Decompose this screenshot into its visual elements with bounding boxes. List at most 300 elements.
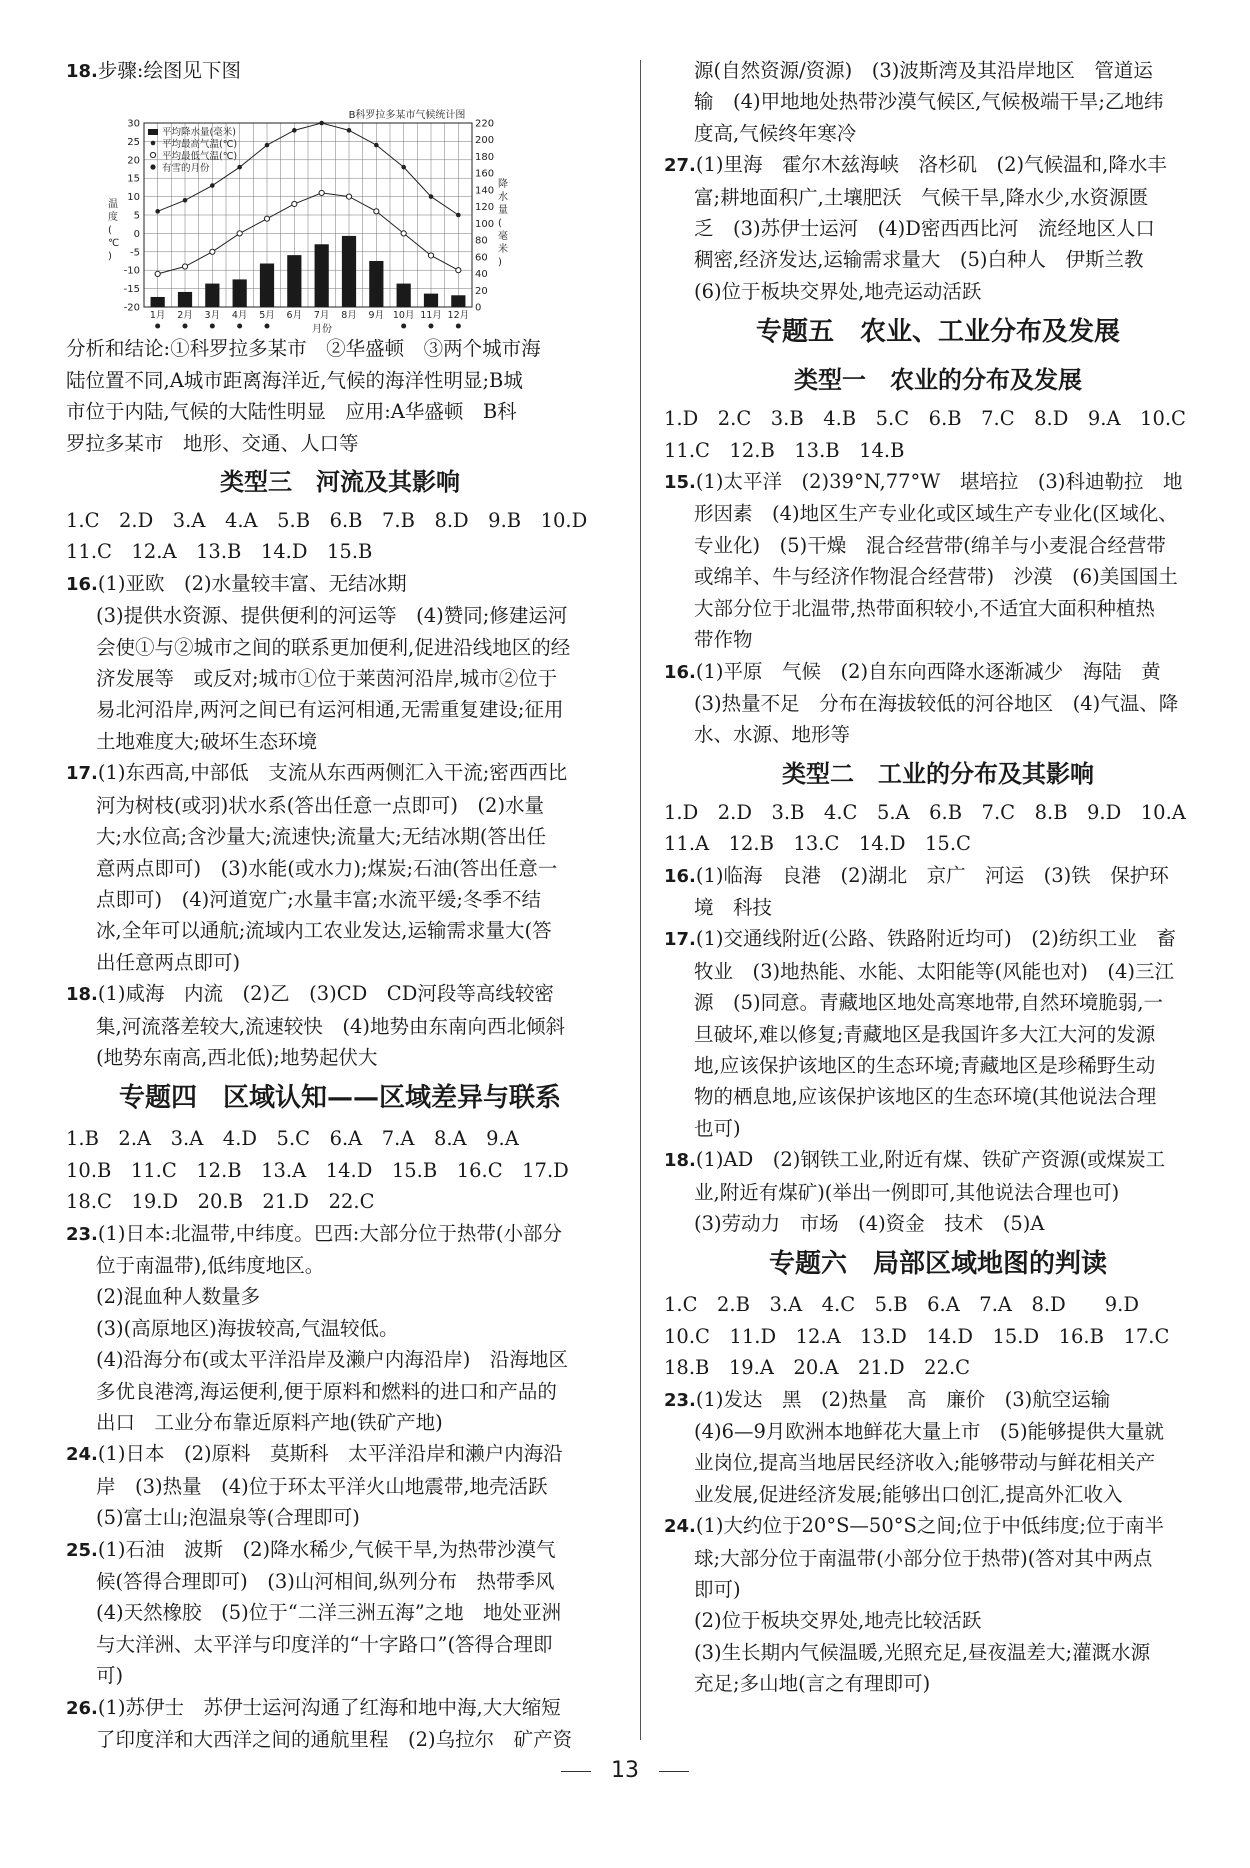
legend-snow-swatch <box>150 165 155 170</box>
answer-text: 步骤:绘图见下图 <box>97 59 241 82</box>
precip-bar <box>260 264 274 307</box>
answer-text: 会使①与②城市之间的联系更加便利,促进沿线地区的经 <box>96 635 571 659</box>
answer-text: 即可) <box>694 1578 741 1602</box>
x-tick-label: 2月 <box>177 310 193 322</box>
section-type-heading: 类型一 农业的分布及发展 <box>794 366 1082 395</box>
answer-line <box>664 498 1212 529</box>
answer-line <box>664 182 1212 213</box>
y-left-tick-label: 30 <box>127 118 140 130</box>
answer-text: 度高,气候终年寒冷 <box>694 121 857 145</box>
answer-line <box>664 1543 1212 1574</box>
answer-text: 形因素 (4)地区生产专业化或区域生产专业化(区域化、 <box>694 502 1178 526</box>
min-temp-point <box>237 231 242 236</box>
min-temp-point <box>374 209 379 214</box>
answer-line <box>66 600 614 631</box>
answer-line <box>66 55 614 87</box>
answer-text: (3)生长期内气候温暖,光照充足,昼夜温差大;灌溉水源 <box>694 1640 1151 1664</box>
snow-month-marker <box>429 324 434 329</box>
question-number: 26. <box>66 1697 98 1719</box>
answer-text: 或绵羊、牛与经济作物混合经营带) 沙漠 (6)美国国土 <box>694 565 1178 589</box>
answer-text: (1)石油 波斯 (2)降水稀少,气候干旱,为热带沙漠气 <box>97 1537 556 1561</box>
left-column <box>66 55 614 1755</box>
min-temp-point <box>319 191 324 196</box>
max-temp-point <box>155 209 160 214</box>
legend-bar-swatch <box>148 129 158 135</box>
answer-line <box>664 923 1212 955</box>
x-axis-label: 月份 <box>312 324 332 334</box>
max-temp-point <box>374 143 379 148</box>
page-number: 13 <box>611 1758 639 1783</box>
answer-text: 1.C 2.D 3.A 4.A 5.B 6.B 7.B 8.D 9.B 10.D <box>66 509 588 533</box>
answer-text: (1)苏伊士 苏伊士运河沟通了红海和地中海,大大缩短 <box>97 1695 561 1719</box>
question-number: 15. <box>664 472 696 494</box>
answer-line <box>664 688 1212 719</box>
answer-line <box>664 1208 1212 1239</box>
answer-text: 1.D 2.C 3.B 4.B 5.C 6.B 7.C 8.D 9.A 10.C <box>664 407 1186 431</box>
answer-text: 富;耕地面积广,土壤肥沃 气候干旱,降水少,水资源匮 <box>694 185 1149 209</box>
precip-bar <box>369 261 383 307</box>
answer-text: 源 (5)同意。青藏地区地处高寒地带,自然环境脆弱,一 <box>694 991 1164 1015</box>
snow-month-marker <box>456 324 461 329</box>
answer-line <box>66 694 614 725</box>
answer-line <box>664 530 1212 561</box>
answer-text: 出任意两点即可) <box>96 950 241 974</box>
answer-line <box>66 947 614 978</box>
answer-line <box>664 276 1212 307</box>
precip-bar <box>287 256 301 308</box>
answer-line <box>664 1113 1212 1144</box>
answer-line <box>664 55 1212 86</box>
answer-line <box>664 118 1212 149</box>
max-temp-point <box>183 198 188 203</box>
min-temp-point <box>346 194 351 199</box>
answer-line <box>66 1692 614 1724</box>
snow-month-marker <box>210 324 215 329</box>
answer-text: (3)提供水资源、提供便利的河运等 (4)赞同;修建运河 <box>96 604 568 628</box>
answer-text: 罗拉多某市 地形、交通、人口等 <box>66 431 359 455</box>
snow-month-marker <box>183 324 188 329</box>
x-tick-label: 4月 <box>231 310 248 322</box>
answer-line <box>66 1438 614 1470</box>
answer-text: 了印度洋和大西洋之间的通航里程 (2)乌拉尔 矿产资 <box>96 1728 573 1752</box>
y-right-tick-label: 120 <box>475 202 495 214</box>
answer-line <box>66 978 614 1010</box>
answer-text: (1)咸海 内流 (2)乙 (3)CD CD河段等高线较密 <box>97 982 554 1006</box>
min-temp-point <box>401 231 406 236</box>
x-tick-label: 9月 <box>368 310 385 322</box>
answer-line <box>664 656 1212 688</box>
answer-text: 11.A 12.B 13.C 14.D 15.C <box>664 832 971 856</box>
question-number: 24. <box>66 1444 98 1466</box>
answer-text: 乏 (3)苏伊士运河 (4)D密西西比河 流经地区人口 <box>694 217 1155 241</box>
right-column <box>664 55 1212 1700</box>
answer-line <box>664 1447 1212 1478</box>
answer-line <box>66 1471 614 1502</box>
answer-text: 河为树枝(或羽)状水系(答出任意一点即可) (2)水量 <box>96 793 545 817</box>
answer-text: 球;大部分位于南温带(小部分位于热带)(答对其中两点 <box>694 1546 1153 1570</box>
y-left-tick-label: 10 <box>127 192 140 204</box>
answer-line <box>66 1407 614 1438</box>
answer-text: 带作物 <box>694 628 753 652</box>
y-right-tick-label: 0 <box>475 302 482 314</box>
answer-line <box>66 1186 614 1217</box>
answer-text: 18.C 19.D 20.B 21.D 22.C <box>66 1190 375 1214</box>
section-topic-heading: 专题六 局部区域地图的判读 <box>768 1249 1107 1280</box>
question-number: 25. <box>66 1539 98 1561</box>
min-temp-point <box>428 253 433 258</box>
answer-text: (地势东南高,西北低);地势起伏大 <box>96 1045 378 1069</box>
answer-line <box>66 1155 614 1186</box>
answer-line <box>66 1566 614 1597</box>
answer-line <box>66 1724 614 1755</box>
y-right-tick-label: 140 <box>475 185 495 197</box>
answer-text: (1)里海 霍尔木兹海峡 洛杉矶 (2)气候温和,降水丰 <box>695 153 1167 177</box>
legend-min-swatch <box>150 153 155 158</box>
answer-text: 意两点即可) (3)水能(或水力);煤炭;石油(答出任意一 <box>96 856 558 880</box>
min-temp-point <box>182 264 187 269</box>
y-left-tick-label: 5 <box>133 210 140 222</box>
y-left-tick-label: 25 <box>127 137 140 149</box>
answer-line <box>66 1218 614 1250</box>
precip-bar <box>178 292 192 307</box>
answer-text: 出口 工业分布靠近原料产地(铁矿产地) <box>96 1411 443 1434</box>
climate-chart <box>102 87 512 333</box>
answer-text: 旦破坏,难以修复;青藏地区是我国许多大江大河的发源 <box>694 1022 1156 1046</box>
answer-line <box>66 663 614 694</box>
answer-text: 境 科技 <box>694 895 773 919</box>
section-topic-heading: 专题五 农业、工业分布及发展 <box>755 317 1120 348</box>
answer-text: 1.C 2.B 3.A 4.C 5.B 6.A 7.A 8.D 9.D <box>664 1293 1139 1317</box>
answer-text: 可) <box>96 1664 124 1688</box>
y-right-tick-label: 20 <box>475 286 488 298</box>
answer-text: 候(答得合理即可) (3)山河相间,纵列分布 热带季风 <box>96 1570 555 1594</box>
answer-text: 陆位置不同,A城市距离海洋近,气候的海洋性明显;B城 <box>66 368 523 392</box>
x-tick-label: 12月 <box>447 310 470 322</box>
answer-text: (4)沿海分布(或太平洋沿岸及濑户内海沿岸) 沿海地区 <box>96 1348 568 1372</box>
answer-text: 位于南温带),低纬度地区。 <box>96 1253 325 1277</box>
answer-line <box>664 244 1212 275</box>
answer-line <box>664 797 1212 828</box>
y-left-tick-label: 20 <box>127 155 140 167</box>
answer-line <box>66 1629 614 1660</box>
answer-line <box>66 853 614 884</box>
answer-text: 10.C 11.D 12.A 13.D 14.D 15.D 16.B 17.C <box>664 1324 1170 1348</box>
answer-text: 输 (4)甲地地处热带沙漠气候区,气候极端干旱;乙地纬 <box>694 90 1164 114</box>
answer-line <box>664 956 1212 987</box>
max-temp-point <box>429 195 434 200</box>
footer-dash-right <box>659 1771 689 1772</box>
answer-text: 11.C 12.A 13.B 14.D 15.B <box>66 540 373 564</box>
answer-text: 业发展,促进经济发展;能够出口创汇,提高外汇收入 <box>694 1482 1123 1506</box>
answer-text: 土地难度大;破坏生态环境 <box>96 729 318 753</box>
y-right-axis-label: 降水量(毫米) <box>498 179 508 269</box>
question-number: 16. <box>664 661 696 683</box>
question-number: 16. <box>664 865 696 887</box>
answer-text: (5)富士山;泡温泉等(合理即可) <box>96 1506 360 1530</box>
question-number: 17. <box>664 929 696 951</box>
answer-line <box>66 1011 614 1042</box>
y-left-tick-label: -10 <box>123 266 140 278</box>
climate-chart-wrap <box>102 87 614 333</box>
y-right-tick-label: 180 <box>475 152 495 164</box>
precip-bar <box>424 294 438 307</box>
answer-line <box>664 466 1212 498</box>
answer-line <box>664 1289 1212 1320</box>
answer-line <box>664 1637 1212 1668</box>
answer-text: (3)(高原地区)海拔较高,气温较低。 <box>96 1316 399 1340</box>
max-temp-point <box>210 184 215 189</box>
precip-bar <box>233 280 247 308</box>
legend-label: 平均最低气温(℃) <box>162 151 238 163</box>
answer-text: 集,河流落差较大,流速较快 (4)地势由东南向西北倾斜 <box>96 1014 566 1038</box>
answer-line <box>664 403 1212 434</box>
answer-text: 易北河沿岸,两河之间已有运河相通,无需重复建设;征用 <box>96 698 564 722</box>
x-tick-label: 1月 <box>149 310 166 322</box>
section-type-heading: 类型二 工业的分布及其影响 <box>782 759 1094 788</box>
answer-line <box>664 561 1212 592</box>
answer-line <box>66 1376 614 1407</box>
chart-title: B科罗拉多某市气候统计图 <box>348 110 466 122</box>
answer-text: 业,附近有煤矿)(举出一例即可,其他说法合理也可) <box>694 1180 1120 1204</box>
column-divider <box>640 60 641 1740</box>
precip-bar <box>397 284 411 307</box>
answer-text: 物的栖息地,应该保护该地区的生态环境(其他说法合理 <box>694 1085 1157 1109</box>
answer-line <box>664 1605 1212 1636</box>
y-left-tick-label: 0 <box>133 229 140 241</box>
answer-text: 专业化) (5)干燥 混合经营带(绵羊与小麦混合经营带 <box>694 533 1166 557</box>
y-left-tick-label: -5 <box>130 247 140 259</box>
legend-label: 有雪的月份 <box>162 163 210 175</box>
x-tick-label: 7月 <box>313 310 330 322</box>
answer-text: (1)日本:北温带,中纬度。巴西:大部分位于热带(小部分 <box>97 1221 562 1245</box>
x-tick-label: 3月 <box>204 310 221 322</box>
snow-month-marker <box>155 324 160 329</box>
answer-line <box>66 1502 614 1533</box>
snow-month-marker <box>237 324 242 329</box>
answer-text: (3)热量不足 分布在海拔较低的河谷地区 (4)气温、降 <box>694 691 1179 715</box>
answer-text: 18.B 19.A 20.A 21.D 22.C <box>664 1356 971 1380</box>
answer-text: (2)位于板块交界处,地壳比较活跃 <box>694 1609 982 1633</box>
question-number: 16. <box>66 573 98 595</box>
answer-text: 地,应该保护该地区的生态环境;青藏地区是珍稀野生动 <box>694 1053 1156 1077</box>
question-number: 17. <box>66 763 98 785</box>
y-right-tick-label: 40 <box>475 269 488 281</box>
answer-text: 牧业 (3)地热能、水能、太阳能等(风能也对) (4)三江 <box>694 959 1174 983</box>
answer-line <box>66 726 614 757</box>
answer-line <box>66 1281 614 1312</box>
answer-text: 业岗位,提高当地居民经济收入;能够带动与鲜花相关产 <box>694 1451 1156 1475</box>
answer-line <box>66 1123 614 1154</box>
answer-line <box>664 1416 1212 1447</box>
question-number: 23. <box>664 1389 696 1411</box>
footer-dash-left <box>561 1771 591 1772</box>
answer-line <box>664 1352 1212 1383</box>
x-tick-label: 6月 <box>286 310 303 322</box>
answer-line <box>66 821 614 852</box>
question-number: 27. <box>664 155 696 177</box>
answer-line <box>66 1344 614 1375</box>
question-number: 18. <box>66 984 98 1006</box>
answer-text: 10.B 11.C 12.B 13.A 14.D 15.B 16.C 17.D <box>66 1158 569 1182</box>
answer-line <box>664 987 1212 1018</box>
answer-line <box>66 1042 614 1073</box>
answer-text: 市位于内陆,气候的大陆性明显 应用:A华盛顿 B科 <box>66 400 517 424</box>
answer-line <box>664 1321 1212 1352</box>
answer-line <box>66 1597 614 1628</box>
answer-line <box>664 1019 1212 1050</box>
answer-line <box>66 915 614 946</box>
answer-line <box>66 536 614 567</box>
answer-line <box>66 790 614 821</box>
y-right-tick-label: 80 <box>475 235 488 247</box>
answer-line <box>664 149 1212 181</box>
answer-line <box>664 1574 1212 1605</box>
x-tick-label: 11月 <box>420 310 442 322</box>
answer-line <box>664 1081 1212 1112</box>
answer-line <box>66 505 614 536</box>
page-footer <box>0 1758 1250 1783</box>
answer-text: 点即可) (4)河道宽广;水量丰富;水流平缓;冬季不结 <box>96 887 541 911</box>
answer-line <box>66 632 614 663</box>
answer-text: 分析和结论:①科罗拉多某市 ②华盛顿 ③两个城市海 <box>66 337 541 361</box>
y-left-tick-label: -15 <box>123 284 140 296</box>
answer-line <box>66 1313 614 1344</box>
answer-text: 冰,全年可以通航;流域内工农业发达,运输需求量大(答 <box>96 919 552 943</box>
answer-text: 水、水源、地形等 <box>694 723 851 747</box>
answer-line <box>664 86 1212 117</box>
answer-text: 1.D 2.D 3.B 4.C 5.A 6.B 7.C 8.B 9.D 10.A <box>664 800 1186 824</box>
legend-label: 平均最高气温(℃) <box>162 139 238 151</box>
answer-text: (1)临海 良港 (2)湖北 京广 河运 (3)铁 保护环 <box>695 863 1169 887</box>
answer-text: (1)AD (2)钢铁工业,附近有煤、铁矿产资源(或煤炭工 <box>695 1148 1166 1172</box>
min-temp-point <box>456 268 461 273</box>
answer-line <box>664 1510 1212 1542</box>
answer-text: (1)交通线附近(公路、铁路附近均可) (2)纺织工业 畜 <box>695 927 1176 951</box>
answer-line <box>664 213 1212 244</box>
snow-month-marker <box>265 324 270 329</box>
y-right-tick-label: 60 <box>475 252 488 264</box>
answer-text: (1)亚欧 (2)水量较丰富、无结冰期 <box>97 571 407 595</box>
answer-line <box>66 365 614 396</box>
max-temp-point <box>456 213 461 218</box>
answer-text: 大部分位于北温带,热带面积较小,不适宜大面积种植热 <box>694 596 1155 620</box>
answer-line <box>66 1660 614 1691</box>
answer-text: 大;水位高;含沙量大;流速快;流量大;无结冰期(答出任 <box>96 825 546 849</box>
answer-text: (1)太平洋 (2)39°N,77°W 堪培拉 (3)科迪勒拉 地 <box>695 470 1183 494</box>
x-tick-label: 5月 <box>259 310 275 322</box>
legend-max-swatch <box>151 141 156 146</box>
answer-text: (4)天然橡胶 (5)位于“二洋三洲五海”之地 地处亚洲 <box>96 1601 562 1625</box>
answer-line <box>664 593 1212 624</box>
answer-line <box>66 333 614 364</box>
answer-line <box>66 428 614 459</box>
min-temp-point <box>264 216 269 221</box>
x-tick-label: 8月 <box>341 310 357 322</box>
answer-text: (1)平原 气候 (2)自东向西降水逐渐减少 海陆 黄 <box>695 659 1161 683</box>
answer-line <box>664 828 1212 859</box>
answer-text: (1)发达 黑 (2)热量 高 廉价 (3)航空运输 <box>695 1387 1111 1411</box>
answer-line <box>66 884 614 915</box>
answer-text: 源(自然资源/资源) (3)波斯湾及其沿岸地区 管道运 <box>694 59 1153 82</box>
answer-text: (1)日本 (2)原料 莫斯科 太平洋沿岸和濑户内海沿 <box>97 1442 563 1466</box>
precip-bar <box>315 245 329 308</box>
answer-line <box>664 1050 1212 1081</box>
y-right-tick-label: 220 <box>475 118 495 130</box>
answer-text: (1)东西高,中部低 支流从东西两侧汇入干流;密西西比 <box>97 761 568 785</box>
answer-line <box>66 1250 614 1281</box>
answer-line <box>664 719 1212 750</box>
answer-text: 1.B 2.A 3.A 4.D 5.C 6.A 7.A 8.A 9.A <box>66 1127 519 1151</box>
answer-line <box>664 1668 1212 1699</box>
answer-line <box>66 757 614 789</box>
answer-text: 充足;多山地(言之有理即可) <box>694 1672 931 1696</box>
answer-text: 多优良港湾,海运便利,便于原料和燃料的进口和产品的 <box>96 1379 557 1403</box>
answer-line <box>664 860 1212 892</box>
min-temp-point <box>155 272 160 277</box>
answer-text: (1)大约位于20°S—50°S之间;位于中低纬度;位于南半 <box>695 1514 1164 1538</box>
answer-line <box>66 568 614 600</box>
section-topic-heading: 专题四 区域认知——区域差异与联系 <box>118 1083 561 1114</box>
answer-text: 济发展等 或反对;城市①位于莱茵河沿岸,城市②位于 <box>96 667 558 691</box>
y-right-tick-label: 160 <box>475 169 495 181</box>
precip-bar <box>151 297 165 307</box>
question-number: 24. <box>664 1516 696 1538</box>
precip-bar <box>451 296 465 308</box>
answer-text: (6)位于板块交界处,地壳运动活跃 <box>694 279 982 303</box>
answer-text: (2)混血种人数量多 <box>96 1285 261 1309</box>
y-right-tick-label: 100 <box>475 219 495 231</box>
precip-bar <box>342 236 356 307</box>
y-right-tick-label: 200 <box>475 135 495 147</box>
section-type-heading: 类型三 河流及其影响 <box>220 468 460 497</box>
y-left-axis-label: 温度( ℃ ) <box>108 199 120 263</box>
max-temp-point <box>401 165 406 170</box>
answer-text: 与大洋洲、太平洋与印度洋的“十字路口”(答得合理即 <box>96 1632 553 1656</box>
max-temp-point <box>347 128 352 133</box>
snow-month-marker <box>401 324 406 329</box>
answer-text: 稠密,经济发达,运输需求量大 (5)白种人 伊斯兰教 <box>694 248 1144 272</box>
x-tick-label: 10月 <box>392 310 415 322</box>
answer-line <box>664 892 1212 923</box>
min-temp-point <box>292 202 297 207</box>
answer-line <box>664 624 1212 655</box>
answer-line <box>664 1479 1212 1510</box>
answer-text: 岸 (3)热量 (4)位于环太平洋火山地震带,地壳活跃 <box>96 1474 548 1498</box>
question-number: 23. <box>66 1223 98 1245</box>
precip-bar <box>205 284 219 307</box>
question-number: 18. <box>66 61 98 82</box>
answer-line <box>664 1177 1212 1208</box>
y-left-tick-label: -20 <box>123 302 140 314</box>
question-number: 18. <box>664 1150 696 1172</box>
answer-text: (3)劳动力 市场 (4)资金 技术 (5)A <box>694 1212 1045 1235</box>
max-temp-point <box>292 128 297 133</box>
answer-line <box>664 435 1212 466</box>
answer-text: 11.C 12.B 13.B 14.B <box>664 438 905 462</box>
answer-line <box>66 396 614 427</box>
max-temp-point <box>265 143 270 148</box>
legend-label: 平均降水量(毫米) <box>162 127 236 139</box>
answer-line <box>66 1534 614 1566</box>
answer-text: 也可) <box>694 1116 741 1140</box>
min-temp-point <box>210 250 215 255</box>
y-left-tick-label: 15 <box>127 174 140 186</box>
answer-line <box>664 1384 1212 1416</box>
answer-line <box>664 1144 1212 1176</box>
max-temp-point <box>237 165 242 170</box>
max-temp-point <box>319 121 324 126</box>
answer-text: (4)6—9月欧洲本地鲜花大量上市 (5)能够提供大量就 <box>694 1420 1165 1444</box>
